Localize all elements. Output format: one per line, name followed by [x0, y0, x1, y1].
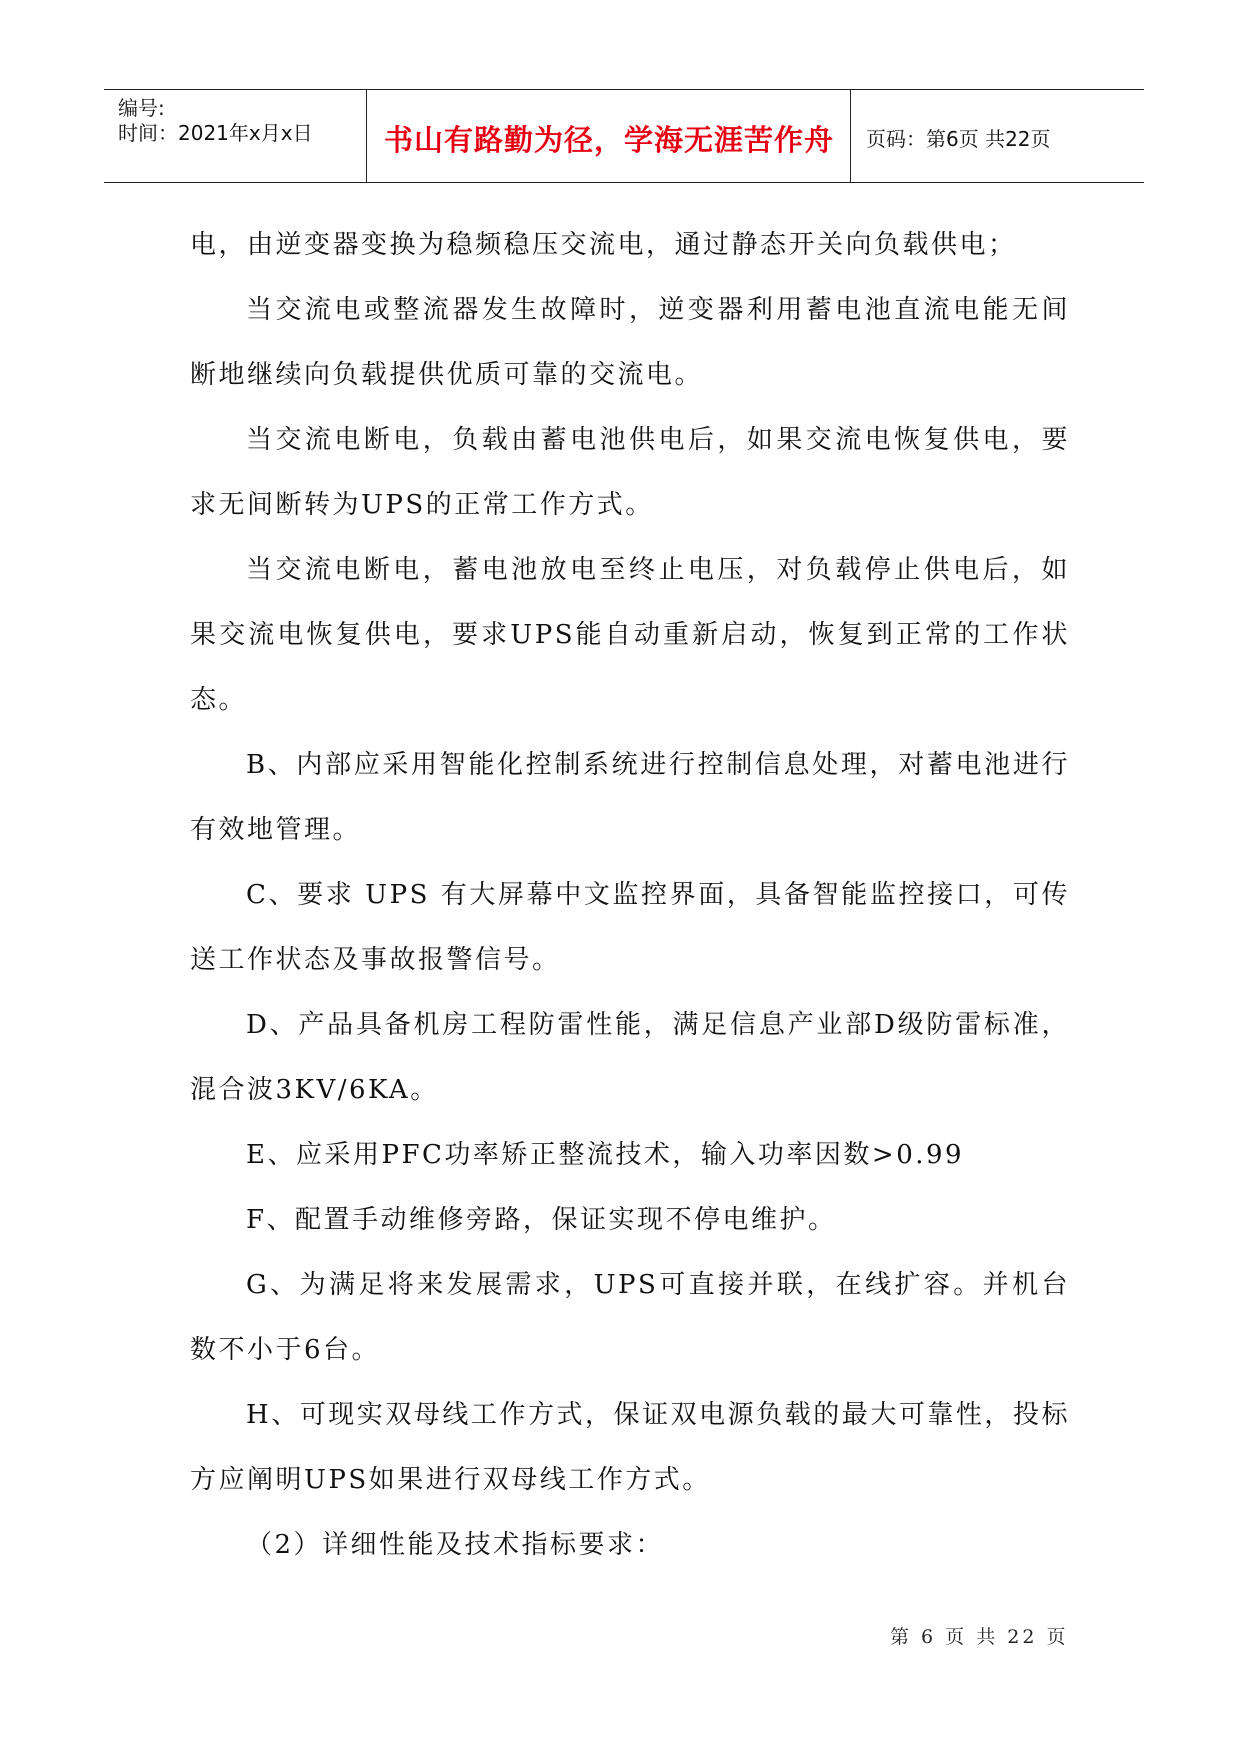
header-motto-cell [368, 90, 851, 182]
time-label: 时间：2021年x月x日 [118, 121, 313, 145]
motto-text: 书山有路勤为径，学海无涯苦作舟 [383, 123, 834, 157]
paragraph: 当交流电断电，蓄电池放电至终止电压，对负载停止供电后，如果交流电恢复供电，要求UPS能自动重新启动，恢复到正常的工作状态。 [190, 555, 1070, 715]
paragraph: B、内部应采用智能化控制系统进行控制信息处理，对蓄电池进行有效地管理。 [190, 750, 1070, 845]
document-body [190, 213, 1070, 1578]
header-info-cell [104, 90, 367, 182]
header-page-cell [852, 90, 1144, 182]
paragraph: G、为满足将来发展需求，UPS可直接并联，在线扩容。并机台数不小于6台。 [190, 1270, 1070, 1365]
paragraph: E、应采用PFC功率矫正整流技术，输入功率因数>0.99 [246, 1140, 965, 1170]
paragraph: H、可现实双母线工作方式，保证双电源负载的最大可靠性，投标方应阐明UPS如果进行双母线工作方式。 [190, 1400, 1070, 1495]
paragraph: C、要求 UPS 有大屏幕中文监控界面，具备智能监控接口，可传送工作状态及事故报警信号。 [190, 880, 1070, 975]
paragraph: 当交流电断电，负载由蓄电池供电后，如果交流电恢复供电，要求无间断转为UPS的正常工作方式。 [190, 425, 1070, 520]
paragraph: 当交流电或整流器发生故障时，逆变器利用蓄电池直流电能无间断地继续向负载提供优质可靠的交流电。 [190, 295, 1070, 390]
page-footer: 第 6 页 共 22 页 [890, 1626, 1069, 1648]
page-code-label: 页码：第6页 共22页 [866, 127, 1051, 151]
paragraph: D、产品具备机房工程防雷性能，满足信息产业部D级防雷标准，混合波3KV/6KA。 [190, 1010, 1070, 1105]
paragraph: F、配置手动维修旁路，保证实现不停电维护。 [246, 1205, 837, 1235]
serial-number-label: 编号: [118, 96, 165, 120]
page-header [104, 89, 1144, 183]
paragraph: 电，由逆变器变换为稳频稳压交流电，通过静态开关向负载供电； [190, 230, 1017, 260]
section-heading: （2）详细性能及技术指标要求： [246, 1530, 665, 1560]
